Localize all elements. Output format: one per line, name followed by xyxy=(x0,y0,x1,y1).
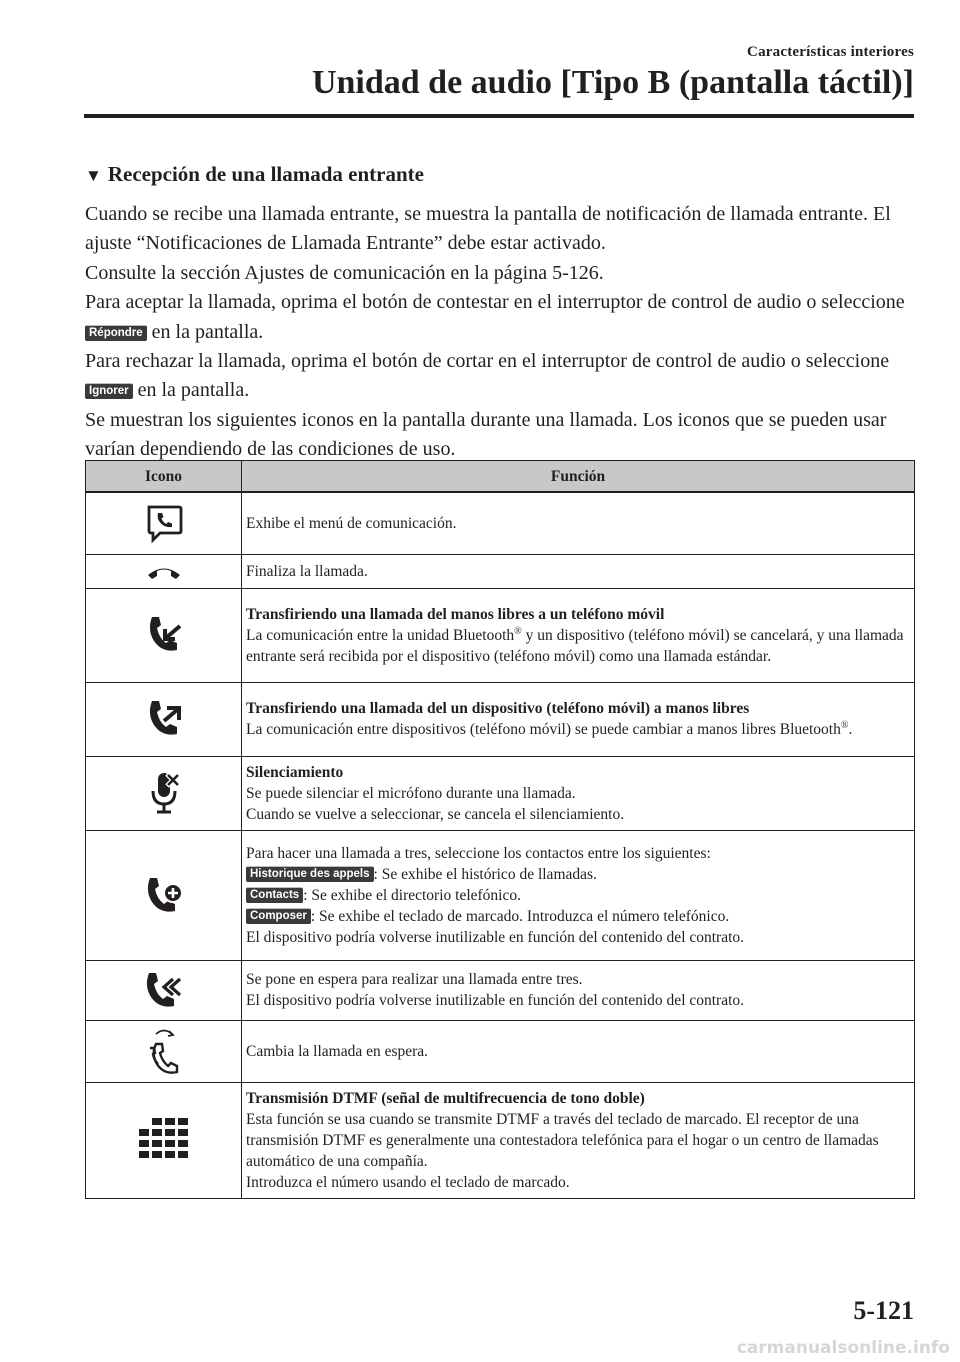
icon-cell xyxy=(86,682,242,756)
function-text: . xyxy=(848,721,853,738)
call-history-button-label: Historique des appels xyxy=(246,866,374,882)
watermark: carmanualsonline.info xyxy=(736,1338,950,1358)
table-row xyxy=(86,1082,915,1198)
function-cell xyxy=(242,588,915,682)
function-text: Finaliza la llamada. xyxy=(246,562,368,580)
function-text: El dispositivo podría volverse inutilizable en función del contenido del contrato. xyxy=(246,928,745,946)
column-header-function: Función xyxy=(242,461,915,493)
function-cell xyxy=(242,960,915,1020)
page-number: 5-121 xyxy=(853,1296,914,1325)
contacts-button-label: Contacts xyxy=(246,887,303,903)
paragraph-text: en la pantalla. xyxy=(137,379,250,402)
icon-cell xyxy=(86,588,242,682)
function-cell xyxy=(242,492,915,554)
function-cell xyxy=(242,1020,915,1082)
function-text: Se pone en espera para realizar una llamada entre tres. xyxy=(246,971,583,988)
table-row xyxy=(86,1020,915,1082)
icon-cell xyxy=(86,1020,242,1082)
keypad-icon xyxy=(138,1117,190,1163)
ignore-button-label: Ignorer xyxy=(85,383,133,399)
function-text: Cuando se vuelve a seleccionar, se cancela el silenciamiento. xyxy=(246,805,625,823)
icon-cell xyxy=(86,1082,242,1198)
function-line xyxy=(246,864,908,885)
function-text: Esta función se usa cuando se transmite DTMF a través del teclado de marcado. El receptor de una transmisión DTMF es generalmente una contestadora telefónica para el hogar o un centro de llamadas automático de una compañía. xyxy=(246,1110,879,1170)
icon-cell xyxy=(86,492,242,554)
registered-mark: ® xyxy=(840,719,849,731)
function-text: Para hacer una llamada a tres, seleccione los contactos entre los siguientes: xyxy=(246,844,711,862)
function-text: La comunicación entre la unidad Bluetooth xyxy=(246,626,515,644)
column-header-icon: Icono xyxy=(86,461,242,493)
paragraph: Consulte la sección Ajustes de comunicación en la página 5-126. xyxy=(85,261,604,284)
icon-cell xyxy=(86,960,242,1020)
icon-cell xyxy=(86,756,242,830)
mute-microphone-icon xyxy=(147,770,181,816)
function-cell xyxy=(242,682,915,756)
function-text: Exhibe el menú de comunicación. xyxy=(246,514,457,532)
function-line xyxy=(246,906,908,927)
function-text: y un dispositivo (teléfono móvil) se cancelará, y una llamada entrante será recibida por el dispositivo (teléfono móvil) como una llamada estándar. xyxy=(246,626,904,665)
page-title: Unidad de audio [Tipo B (pantalla táctil)] xyxy=(311,64,914,101)
transfer-to-handsfree-icon xyxy=(144,697,184,741)
registered-mark: ® xyxy=(514,625,522,637)
communication-menu-icon xyxy=(143,502,185,544)
function-text: Se puede silenciar el micrófono durante una llamada. xyxy=(246,784,576,802)
function-title: Silenciamiento xyxy=(246,763,344,781)
icon-cell xyxy=(86,554,242,588)
table-row xyxy=(86,830,915,960)
transfer-to-phone-icon xyxy=(144,613,184,657)
function-cell xyxy=(242,830,915,960)
section-title: Características interiores xyxy=(747,44,914,60)
merge-call-icon xyxy=(142,969,186,1011)
function-cell xyxy=(242,756,915,830)
function-title: Transfiriendo una llamada del un dispositivo (teléfono móvil) a manos libres xyxy=(246,700,750,717)
paragraph-text: Para aceptar la llamada, oprima el botón de contestar en el interruptor de control de audio o seleccione xyxy=(85,291,905,314)
paragraph xyxy=(85,347,915,406)
function-cell xyxy=(242,554,915,588)
compose-button-label: Composer xyxy=(246,908,311,924)
function-text: El dispositivo podría volverse inutilizable en función del contenido del contrato. xyxy=(246,992,745,1009)
paragraph-text: Para rechazar la llamada, oprima el botón de cortar en el interruptor de control de audio o seleccione xyxy=(85,350,890,373)
body-text xyxy=(85,200,915,465)
function-text: Introduzca el número usando el teclado de marcado. xyxy=(246,1173,570,1191)
triangle-bullet-icon: ▼ xyxy=(85,166,102,185)
function-text: Cambia la llamada en espera. xyxy=(246,1042,429,1060)
hang-up-icon xyxy=(144,562,184,582)
table-row xyxy=(86,588,915,682)
add-call-icon xyxy=(143,872,185,918)
icon-cell xyxy=(86,830,242,960)
table-row xyxy=(86,492,915,554)
table-row xyxy=(86,756,915,830)
function-cell xyxy=(242,1082,915,1198)
subheading xyxy=(85,162,424,187)
function-title: Transfiriendo una llamada del manos libres a un teléfono móvil xyxy=(246,605,665,623)
function-text: : Se exhibe el directorio telefónico. xyxy=(303,886,521,904)
paragraph: Cuando se recibe una llamada entrante, se muestra la pantalla de notificación de llamada entrante. El ajuste “Notificaciones de Llamada Entrante” debe estar activado. xyxy=(85,203,891,255)
subheading-text: Recepción de una llamada entrante xyxy=(107,162,424,186)
function-line xyxy=(246,885,908,906)
swap-hold-icon xyxy=(144,1026,184,1076)
table-row xyxy=(86,554,915,588)
function-text: : Se exhibe el histórico de llamadas. xyxy=(373,865,597,883)
answer-button-label: Répondre xyxy=(85,325,147,341)
icon-table xyxy=(85,460,915,1199)
function-title: Transmisión DTMF (señal de multifrecuencia de tono doble) xyxy=(246,1089,645,1107)
header-rule xyxy=(84,114,914,118)
function-text: La comunicación entre dispositivos (teléfono móvil) se puede cambiar a manos libres Bluetooth xyxy=(246,721,841,738)
function-text: : Se exhibe el teclado de marcado. Introduzca el número telefónico. xyxy=(310,907,730,925)
paragraph: Se muestran los siguientes iconos en la pantalla durante una llamada. Los iconos que se pueden usar varían dependiendo de las condiciones de uso. xyxy=(85,408,887,461)
paragraph xyxy=(85,288,915,347)
table-header-row xyxy=(86,461,915,493)
table-row xyxy=(86,960,915,1020)
table-row xyxy=(86,682,915,756)
paragraph-text: en la pantalla. xyxy=(151,320,264,343)
